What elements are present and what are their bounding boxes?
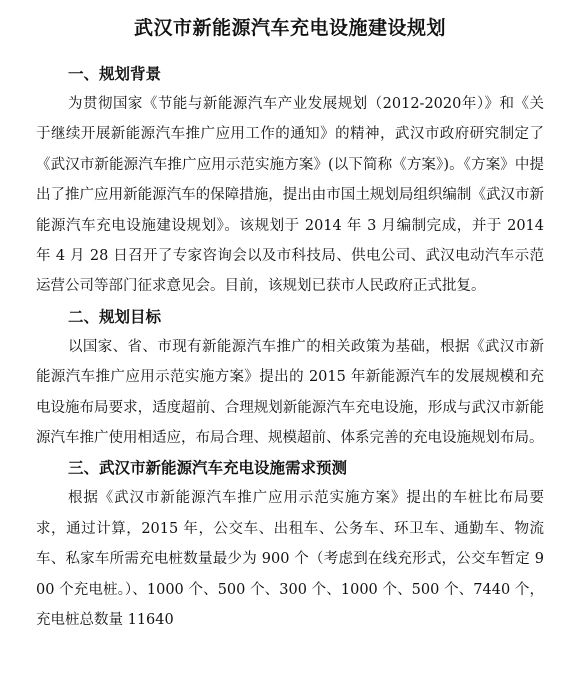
section-paragraph-background: 为贯彻国家《节能与新能源汽车产业发展规划（2012-2020年）》和《关于继续开展新能源汽车推广应用工作的通知》的精神，武汉市政府研究制定了《武汉市新能源汽车推广应用示范实施方案》(以下简称《方案》)。《方案》中提出了推广应用新能源汽车的保障措施，提出由市国土规划局组织编制《武汉市新能源汽车充电设施建设规划》。该规划于 2014 年 3 月编制完成，并于 2014 年 4 月 28 日召开了专家咨询会以及市科技局、供电公司、武汉电动汽车示范运营公司等部门征求意见会。目前，该规划已获市人民政府正式批复。	[36, 96, 544, 295]
section-paragraph-goals: 以国家、省、市现有新能源汽车推广的相关政策为基础，根据《武汉市新能源汽车推广应用示范实施方案》提出的 2015 年新能源汽车的发展规模和充电设施布局要求，适度超前、合理规划新能源汽车充电设施，形成与武汉市新能源汽车推广使用相适应，布局合理、规模超前、体系完善的充电设施规划布局。	[36, 338, 544, 447]
section-heading-goals: 二、规划目标	[68, 306, 162, 326]
section-paragraph-demand-forecast: 根据《武汉市新能源汽车推广应用示范实施方案》提出的车桩比布局要求，通过计算，2015 年，公交车、出租车、公务车、环卫车、通勤车、物流车、私家车所需充电桩数量最少为 900 个（考虑到在线充形式，公交车暂定 900 个充电桩。）、1000 个、500 个、300 个、1000 个、500 个、7440 个，充电桩总数量 11640	[36, 490, 544, 629]
section-heading-background: 一、规划背景	[68, 64, 162, 83]
section-heading-demand-forecast: 三、武汉市新能源汽车充电设施需求预测	[68, 458, 348, 478]
document-title: 武汉市新能源汽车充电设施建设规划	[133, 17, 446, 39]
